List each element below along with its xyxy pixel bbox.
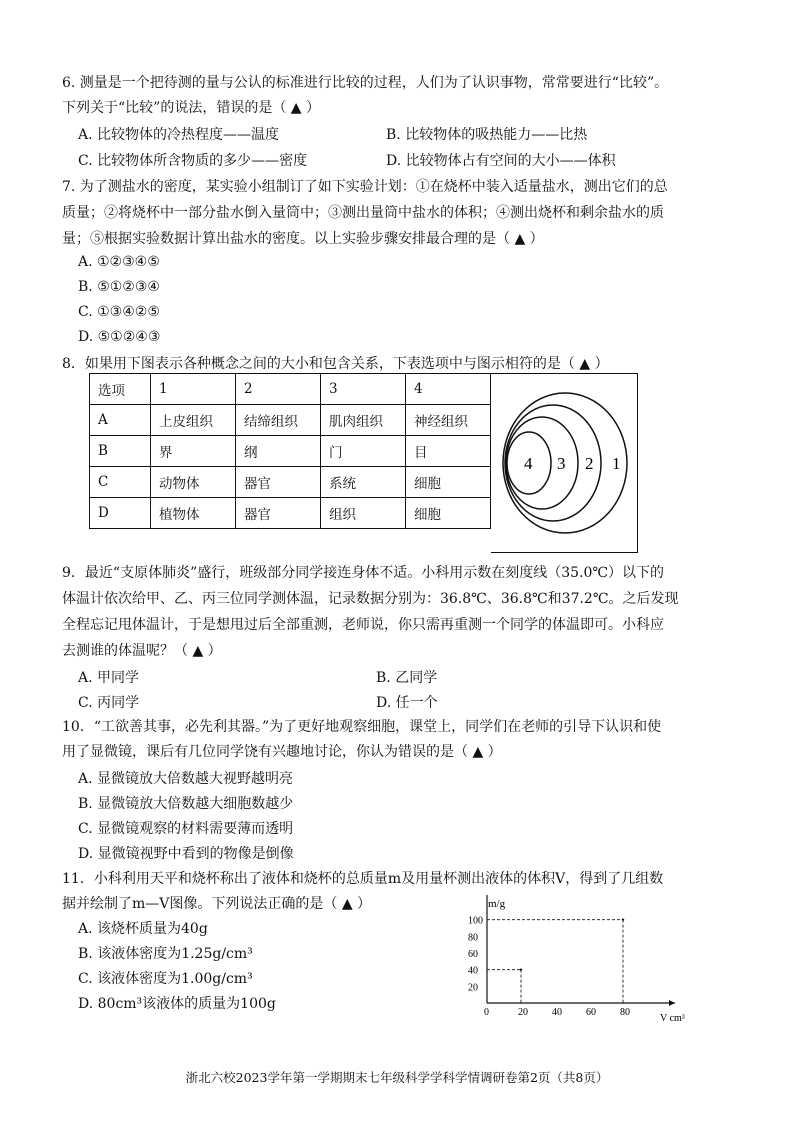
table-cell: 组织 (321, 498, 406, 529)
q7-stem-line2: 质量；②将烧杯中一部分盐水倒入量筒中；③测出量筒中盐水的体积；④测出烧杯和剩余盐水的质 (62, 205, 664, 221)
q9-stem-line4: 去测谁的体温呢？（ ▲ ） (62, 643, 222, 659)
chart-y-tick-label: 100 (468, 915, 483, 927)
q10-option-d: D. 显微镜视野中看到的物像是倒像 (78, 846, 294, 862)
table-header-cell: 3 (321, 374, 406, 405)
chart-y-tick-label: 60 (468, 949, 478, 960)
table-cell: 界 (151, 436, 236, 467)
q10-option-b: B. 显微镜放大倍数越大细胞数越少 (78, 796, 294, 812)
chart-data-point (622, 918, 624, 920)
table-cell: A (90, 405, 151, 436)
table-header-cell: 4 (406, 374, 491, 405)
table-cell: 门 (321, 436, 406, 467)
q9-option-a: A. 甲同学 (78, 670, 140, 686)
table-cell: 器官 (236, 498, 321, 529)
q9-stem-line2: 体温计依次给甲、乙、丙三位同学测体温，记录数据分别为：36.8℃、36.8℃和37.2℃。之后发现 (62, 591, 679, 607)
q6-option-c: C. 比较物体所含物质的多少——密度 (78, 153, 308, 169)
q10-option-c: C. 显微镜观察的材料需要薄而透明 (78, 821, 294, 837)
chart-xlabel: V cm³ (660, 1013, 685, 1024)
table-cell: B (90, 436, 151, 467)
q7-option-b: B. ⑤①②③④ (78, 279, 160, 295)
table-cell: 动物体 (151, 467, 236, 498)
q8-stem: 8．如果用下图表示各种概念之间的大小和包含关系，下表选项中与图示相符的是（ ▲ ） (62, 356, 609, 372)
chart-ylabel: m/g (488, 898, 506, 910)
chart-x-arrow (669, 1000, 675, 1006)
q11-option-a: A. 该烧杯质量为40g (78, 921, 208, 937)
q9-option-d: D. 任一个 (376, 695, 438, 711)
q6-option-d: D. 比较物体占有空间的大小——体积 (386, 153, 616, 169)
q9-stem-line3: 全程忘记甩体温计，于是想甩过后全部重测，老师说，你只需再重测一个同学的体温即可。小科应 (62, 617, 664, 633)
q7-stem-line3: 量；⑤根据实验数据计算出盐水的密度。以上实验步骤安排最合理的是（ ▲ ） (62, 231, 544, 247)
table-cell: 纲 (236, 436, 321, 467)
table-cell: 神经组织 (406, 405, 491, 436)
q6-option-a: A. 比较物体的冷热程度——温度 (78, 127, 280, 143)
q8-options-table (89, 373, 491, 529)
chart-x-tick-label: 20 (518, 1007, 528, 1018)
table-row (90, 405, 491, 436)
q6-stem-line1: 6. 测量是一个把待测的量与公认的标准进行比较的过程，人们为了认识事物，常常要进行“比较”。 (62, 75, 669, 91)
table-cell: 植物体 (151, 498, 236, 529)
table-cell: 肌肉组织 (321, 405, 406, 436)
q11-option-c: C. 该液体密度为1.00g/cm³ (78, 971, 253, 987)
venn-label-4: 4 (524, 454, 533, 473)
q6-option-b: B. 比较物体的吸热能力——比热 (386, 127, 588, 143)
table-cell: 结缔组织 (236, 405, 321, 436)
page-footer: 浙北六校2023学年第一学期期末七年级科学学科学情调研卷第2页（共8页） (185, 1070, 609, 1085)
q9-option-b: B. 乙同学 (376, 670, 438, 686)
chart-y-tick-label: 20 (468, 982, 478, 994)
q10-stem-line2: 用了显微镜，课后有几位同学饶有兴趣地讨论，你认为错误的是（ ▲ ） (62, 744, 502, 760)
q7-option-c: C. ①③④②⑤ (78, 304, 160, 320)
table-row (90, 467, 491, 498)
q6-stem-line2: 下列关于“比较”的说法，错误的是（ ▲ ） (62, 100, 320, 116)
venn-label-3: 3 (557, 454, 566, 473)
q7-stem-line1: 7. 为了测盐水的密度，某实验小组制订了如下实验计划：①在烧杯中装入适量盐水，测出它们的总 (62, 179, 668, 195)
q7-option-a: A. ①②③④⑤ (78, 254, 160, 270)
chart-y-tick-label: 40 (468, 965, 478, 977)
q9-option-c: C. 丙同学 (78, 695, 140, 711)
table-cell: 器官 (236, 467, 321, 498)
q11-stem-line1: 11．小科利用天平和烧杯称出了液体和烧杯的总质量m及用量杯测出液体的体积V，得到了几组数 (62, 871, 664, 887)
chart-x-tick-label: 40 (552, 1007, 562, 1018)
table-cell: D (90, 498, 151, 529)
q11-mv-chart (462, 895, 692, 1029)
table-header-row (90, 374, 491, 405)
chart-y-tick-label: 80 (468, 932, 478, 944)
table-cell: 上皮组织 (151, 405, 236, 436)
table-row (90, 436, 491, 467)
venn-circle-3 (506, 417, 578, 509)
table-cell: 目 (406, 436, 491, 467)
q11-stem-line2: 据并绘制了m—V图像。下列说法正确的是（ ▲ ） (62, 896, 372, 912)
chart-x-tick-label: 0 (484, 1007, 489, 1018)
q9-stem-line1: 9．最近“支原体肺炎”盛行，班级部分同学接连身体不适。小科用示数在刻度线（35.0℃）以下的 (62, 565, 665, 581)
table-cell: 细胞 (406, 467, 491, 498)
q10-stem-line1: 10．“工欲善其事，必先利其器。”为了更好地观察细胞，课堂上，同学们在老师的引导下认识和使 (62, 719, 662, 735)
table-row (90, 498, 491, 529)
table-cell: 系统 (321, 467, 406, 498)
table-header-cell: 2 (236, 374, 321, 405)
table-cell: C (90, 467, 151, 498)
venn-label-2: 2 (585, 454, 594, 473)
q11-option-d: D. 80cm³该液体的质量为100g (78, 996, 276, 1012)
venn-label-1: 1 (612, 454, 621, 473)
chart-x-tick-label: 60 (586, 1007, 596, 1018)
q10-option-a: A. 显微镜放大倍数越大视野越明亮 (78, 771, 294, 787)
q11-option-b: B. 该液体密度为1.25g/cm³ (78, 946, 253, 962)
table-header-cell: 选项 (90, 374, 151, 405)
table-header-cell: 1 (151, 374, 236, 405)
chart-data-point (520, 968, 522, 970)
chart-x-tick-label: 80 (620, 1007, 630, 1018)
q7-option-d: D. ⑤①②④③ (78, 329, 161, 345)
table-cell: 细胞 (406, 498, 491, 529)
q8-venn-diagram (491, 373, 638, 553)
mv-chart-svg (462, 895, 692, 1025)
